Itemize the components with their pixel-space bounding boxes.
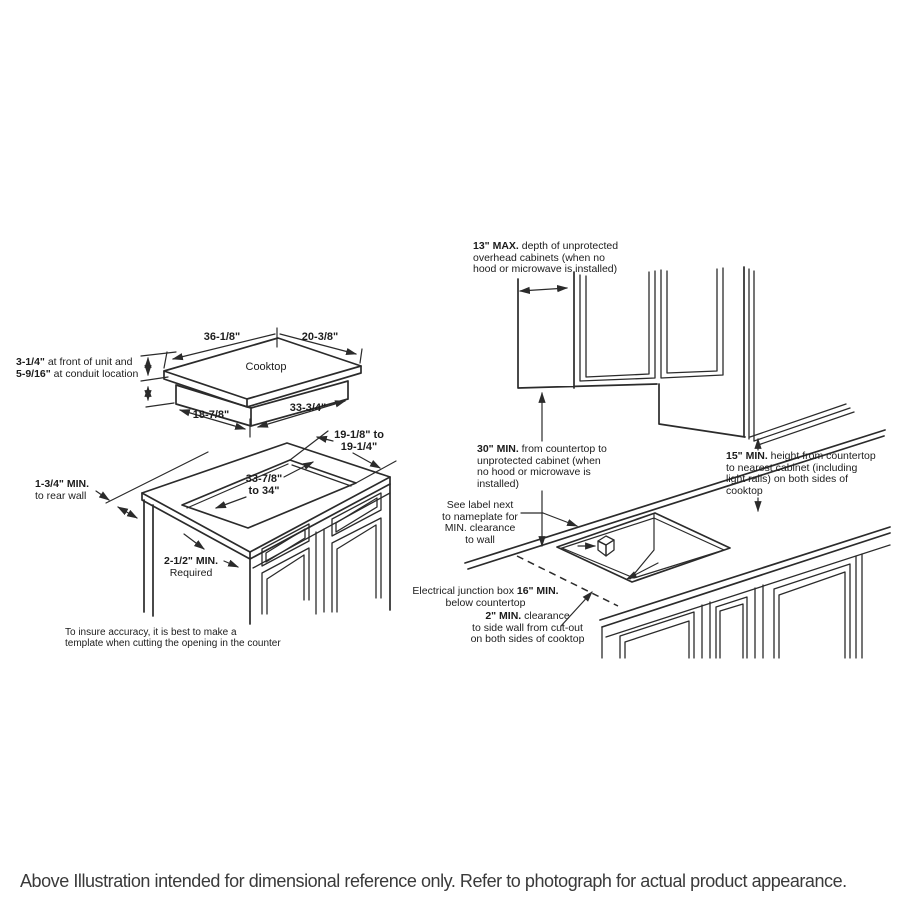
cooktop-cutout-opening	[557, 513, 730, 582]
nameplate-label: See label next to nameplate for MIN. clearance to wall	[442, 499, 518, 546]
junction-box-label: Electrical junction box 16" MIN. below countertop	[412, 585, 559, 609]
overhead-cabinet-drawing	[518, 267, 854, 546]
rear-wall-line	[106, 452, 208, 503]
light-rail-lines	[750, 404, 854, 445]
dim-33-3-4: 33-3/4"	[289, 402, 327, 414]
dim-36-1-8: 36-1/8"	[203, 331, 241, 343]
dim-18-7-8: 18-7/8"	[192, 409, 230, 421]
cabinet-depth-arrow	[520, 288, 567, 291]
rear-wall-label: 1-3/4" MIN. to rear wall	[35, 478, 89, 502]
cutout-length-label: 33-7/8" to 34"	[245, 473, 283, 497]
side-clearance-label: 2" MIN. clearance to side wall from cut-out on both sides of cooktop	[470, 610, 585, 645]
cooktop-label: Cooktop	[245, 361, 287, 373]
counter-cutout-drawing	[96, 431, 396, 624]
junction-box	[598, 536, 614, 556]
reference-caption: Above Illustration intended for dimensional reference only. Refer to photograph for actual product appearance.	[20, 871, 847, 891]
clearance-30-label: 30" MIN. from countertop to unprotected cabinet (when no hood or microwave is installed)	[477, 443, 607, 490]
cutout-width-label: 19-1/8" to 19-1/4"	[334, 429, 384, 453]
template-note: To insure accuracy, it is best to make a template when cutting the opening in the counter	[65, 627, 281, 649]
nameplate-pointer	[543, 513, 577, 526]
depth-13-label: 13" MAX. depth of unprotected overhead cabinets (when no hood or microwave is installed)	[473, 240, 619, 275]
clearance-15-label: 15" MIN. height from countertop to nearest cabinet (including light rails) on both sides of cooktop	[726, 450, 876, 497]
counter-front-edge	[600, 527, 890, 627]
front-height-label: 3-1/4" at front of unit and 5-9/16" at conduit location	[16, 356, 139, 380]
below-counter-pointer	[627, 563, 658, 579]
front-clearance-label: 2-1/2" MIN. Required	[164, 555, 218, 579]
dim-20-3-8: 20-3/8"	[301, 331, 339, 343]
rear-wall-gap-arrow	[118, 507, 137, 518]
